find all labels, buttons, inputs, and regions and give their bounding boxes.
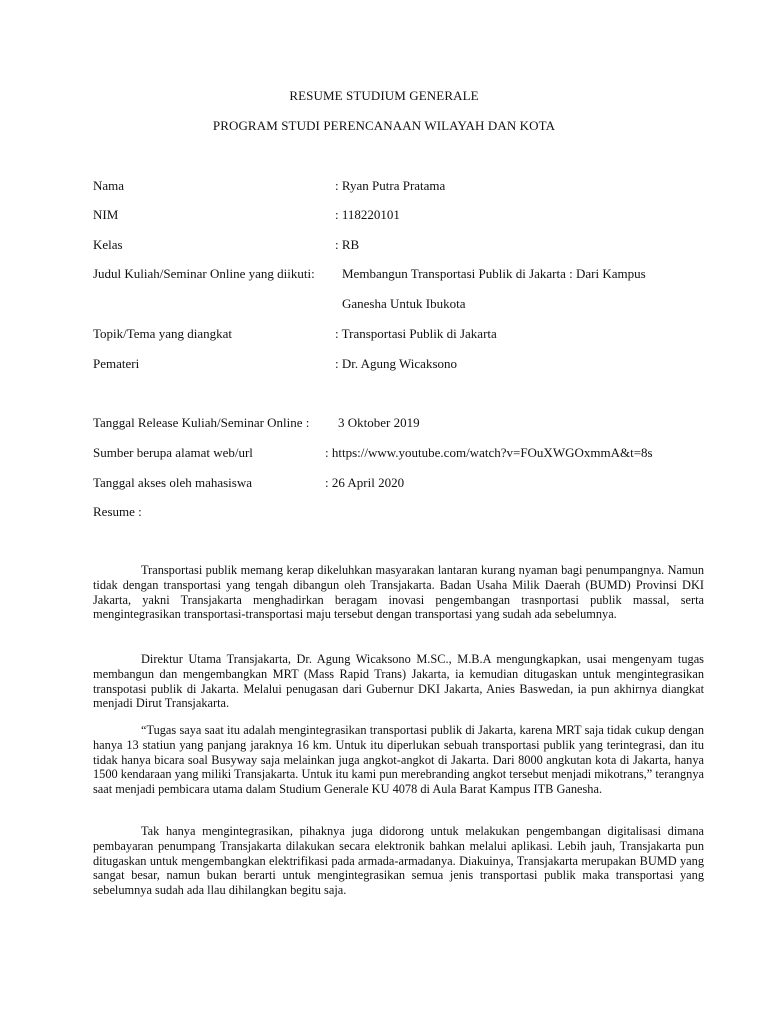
resume-paragraph: Transportasi publik memang kerap dikeluhkan masyarakan lantaran kurang nyaman bagi penumpangnya. Namun tidak dengan transportasi yang tengah dibangun oleh Transjakarta. Badan Usaha Milik Daerah (BUMD) Provinsi DKI Jakarta, yakni Transjakarta menghadirkan beragam inovasi pengembangan trasnportasi publik massal, serta mengintegrasikan transportasi-transportasi maju tersebut dengan transportasi yang sudah ada sebelumnya. <box>93 563 704 622</box>
field-value: : https://www.youtube.com/watch?v=FOuXWGOxmmA&t=8s <box>325 445 653 460</box>
field-label: Sumber berupa alamat web/url <box>93 445 253 460</box>
field-value: : Transportasi Publik di Jakarta <box>335 326 497 341</box>
field-value: Ganesha Untuk Ibukota <box>342 296 466 311</box>
field-value: : Dr. Agung Wicaksono <box>335 356 458 371</box>
field-label: Nama <box>93 178 125 193</box>
field-label: Kelas <box>93 237 123 252</box>
document-title: RESUME STUDIUM GENERALE <box>289 88 479 103</box>
field-label: Topik/Tema yang diangkat <box>93 326 232 341</box>
field-value: Membangun Transportasi Publik di Jakarta : Dari Kampus <box>342 266 646 281</box>
field-label: Judul Kuliah/Seminar Online yang diikuti: <box>93 266 315 281</box>
field-label: Tanggal Release Kuliah/Seminar Online : <box>93 415 310 430</box>
field-value: : 118220101 <box>335 207 400 222</box>
document-subtitle: PROGRAM STUDI PERENCANAAN WILAYAH DAN KOTA <box>212 118 556 133</box>
field-label: NIM <box>93 207 119 222</box>
field-value: : Ryan Putra Pratama <box>335 178 446 193</box>
field-value: : RB <box>335 237 360 252</box>
field-value: 3 Oktober 2019 <box>338 415 420 430</box>
resume-paragraph: “Tugas saya saat itu adalah mengintegrasikan transportasi publik di Jakarta, karena MRT saja tidak cukup dengan hanya 13 statiun yang panjang jaraknya 16 km. Untuk itu diperlukan sebuah transportasi publik yang terintegrasi, dan itu tidak hanya bicara soal Busyway saja melainkan juga angkot-angkot di Jakarta. Dari 8000 angkutan kota di Jakarta, hanya 1500 kendaraan yang miliki Transjakarta. Untuk itu kami pun merebranding angkot tersebut menjadi mikotrans,” terangnya saat menjadi pembicara utama dalam Studium Generale KU 4078 di Aula Barat Kampus ITB Ganesha. <box>93 723 704 797</box>
field-value: : 26 April 2020 <box>325 475 405 490</box>
field-label: Pemateri <box>93 356 140 371</box>
resume-label: Resume : <box>93 504 142 519</box>
resume-paragraph: Tak hanya mengintegrasikan, pihaknya juga didorong untuk melakukan pengembangan digitalisasi dimana pembayaran penumpang Transjakarta dilakukan secara elektronik bahkan melalui aplikasi. Lebih jauh, Transjakarta pun ditugaskan untuk mengembangkan elektrifikasi pada armada-armadanya. Diakuinya, Transjakarta merupakan BUMD yang sangat besar, namun bukan berarti untuk mengintegrasikan semua jenis transportasi publik maka transportasi yang sebelumnya sudah ada llau dihilangkan begitu saja. <box>93 824 704 898</box>
resume-paragraph: Direktur Utama Transjakarta, Dr. Agung Wicaksono M.SC., M.B.A mengungkapkan, usai mengenyam tugas membangun dan mengembangkan MRT (Mass Rapid Trans) Jakarta, ia kemudian ditugaskan untuk mengintegrasikan transpotasi publik di Jakarta. Melalui penugasan dari Gubernur DKI Jakarta, Anies Baswedan, ia pun akhirnya diangkat menjadi Dirut Transjakarta. <box>93 652 704 711</box>
field-label: Tanggal akses oleh mahasiswa <box>93 475 253 490</box>
